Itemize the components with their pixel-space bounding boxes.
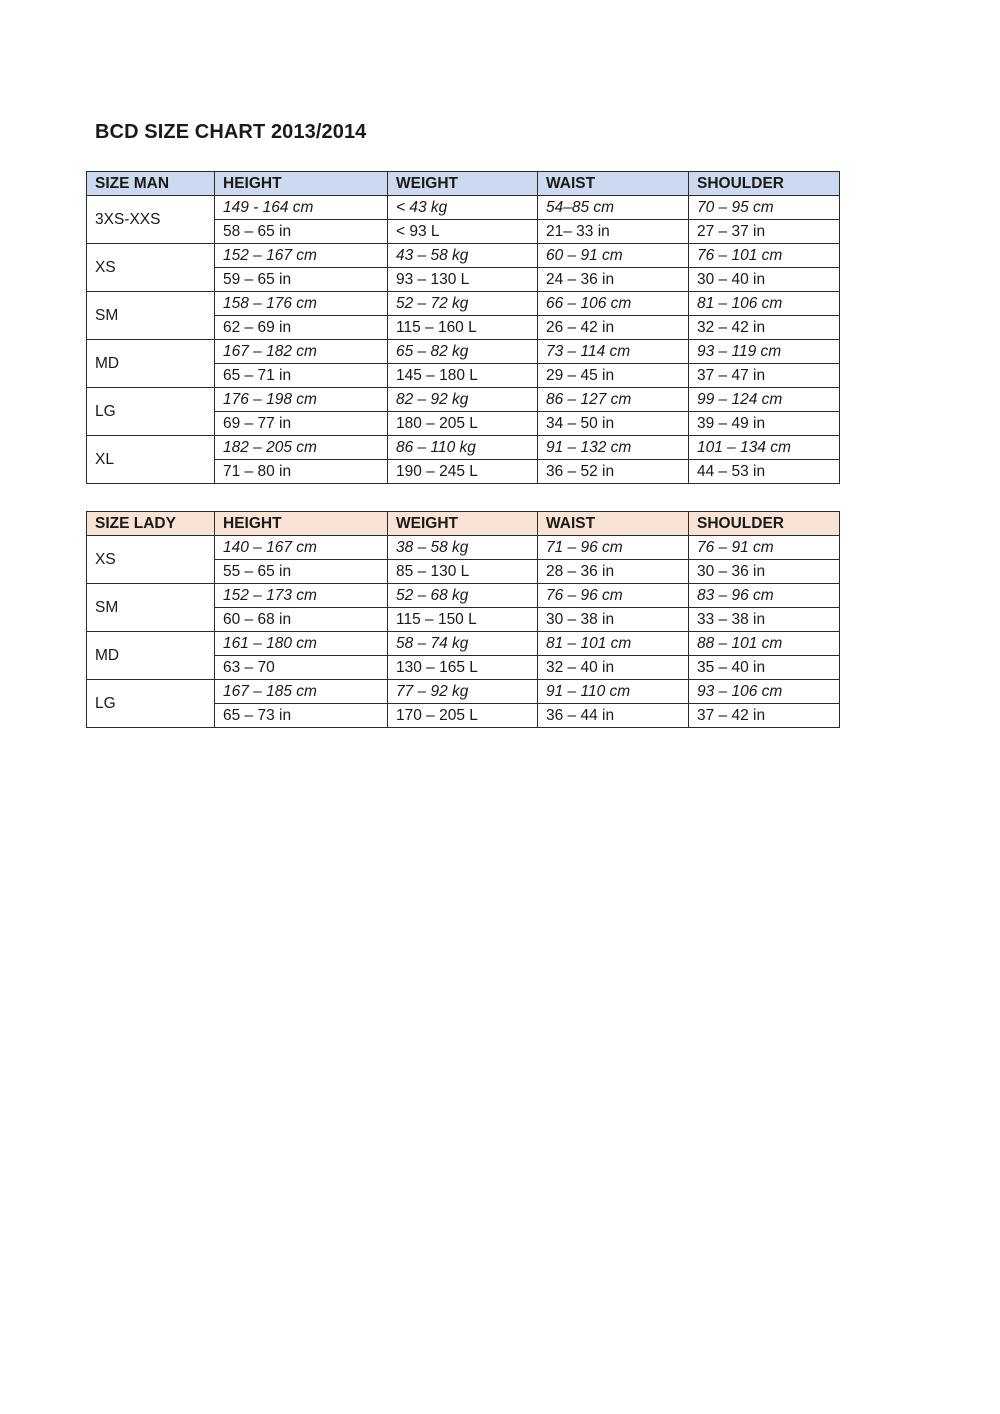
shoulder-in: 37 – 47 in — [689, 364, 840, 388]
shoulder-cm: 88 – 101 cm — [689, 632, 840, 656]
weight-kg: 77 – 92 kg — [388, 680, 538, 704]
header-weight: WEIGHT — [388, 512, 538, 536]
lady-size-table — [86, 511, 840, 728]
height-cm: 140 – 167 cm — [215, 536, 388, 560]
size-label: SM — [87, 584, 215, 632]
waist-cm: 54–85 cm — [538, 196, 689, 220]
waist-cm: 86 – 127 cm — [538, 388, 689, 412]
weight-kg: < 43 kg — [388, 196, 538, 220]
table-row — [87, 292, 840, 316]
shoulder-cm: 83 – 96 cm — [689, 584, 840, 608]
weight-kg: 52 – 68 kg — [388, 584, 538, 608]
weight-l: 130 – 165 L — [388, 656, 538, 680]
shoulder-cm: 93 – 119 cm — [689, 340, 840, 364]
waist-cm: 66 – 106 cm — [538, 292, 689, 316]
height-in: 60 – 68 in — [215, 608, 388, 632]
height-in: 55 – 65 in — [215, 560, 388, 584]
waist-in: 21– 33 in — [538, 220, 689, 244]
height-in: 58 – 65 in — [215, 220, 388, 244]
header-weight: WEIGHT — [388, 172, 538, 196]
size-label: MD — [87, 632, 215, 680]
shoulder-cm: 93 – 106 cm — [689, 680, 840, 704]
header-size-lady: SIZE LADY — [87, 512, 215, 536]
size-label: MD — [87, 340, 215, 388]
header-height: HEIGHT — [215, 512, 388, 536]
shoulder-in: 30 – 40 in — [689, 268, 840, 292]
shoulder-cm: 81 – 106 cm — [689, 292, 840, 316]
size-label: LG — [87, 680, 215, 728]
shoulder-cm: 76 – 91 cm — [689, 536, 840, 560]
man-size-table — [86, 171, 840, 484]
waist-in: 30 – 38 in — [538, 608, 689, 632]
height-cm: 167 – 185 cm — [215, 680, 388, 704]
table-row — [87, 632, 840, 656]
height-in: 63 – 70 — [215, 656, 388, 680]
header-waist: WAIST — [538, 512, 689, 536]
shoulder-in: 44 – 53 in — [689, 460, 840, 484]
waist-cm: 73 – 114 cm — [538, 340, 689, 364]
header-height: HEIGHT — [215, 172, 388, 196]
weight-l: 190 – 245 L — [388, 460, 538, 484]
weight-kg: 43 – 58 kg — [388, 244, 538, 268]
waist-in: 36 – 52 in — [538, 460, 689, 484]
waist-cm: 91 – 110 cm — [538, 680, 689, 704]
waist-in: 32 – 40 in — [538, 656, 689, 680]
waist-in: 24 – 36 in — [538, 268, 689, 292]
shoulder-in: 32 – 42 in — [689, 316, 840, 340]
shoulder-cm: 76 – 101 cm — [689, 244, 840, 268]
height-cm: 161 – 180 cm — [215, 632, 388, 656]
height-in: 59 – 65 in — [215, 268, 388, 292]
header-size-man: SIZE MAN — [87, 172, 215, 196]
table-row — [87, 584, 840, 608]
size-label: XS — [87, 536, 215, 584]
weight-kg: 82 – 92 kg — [388, 388, 538, 412]
size-label: XS — [87, 244, 215, 292]
size-label: XL — [87, 436, 215, 484]
weight-kg: 52 – 72 kg — [388, 292, 538, 316]
height-in: 71 – 80 in — [215, 460, 388, 484]
table-row — [87, 436, 840, 460]
waist-in: 26 – 42 in — [538, 316, 689, 340]
weight-l: 115 – 150 L — [388, 608, 538, 632]
height-cm: 176 – 198 cm — [215, 388, 388, 412]
weight-l: 170 – 205 L — [388, 704, 538, 728]
table-row — [87, 340, 840, 364]
waist-cm: 81 – 101 cm — [538, 632, 689, 656]
height-cm: 167 – 182 cm — [215, 340, 388, 364]
header-waist: WAIST — [538, 172, 689, 196]
waist-cm: 91 – 132 cm — [538, 436, 689, 460]
waist-in: 36 – 44 in — [538, 704, 689, 728]
size-label: SM — [87, 292, 215, 340]
weight-l: 145 – 180 L — [388, 364, 538, 388]
shoulder-in: 30 – 36 in — [689, 560, 840, 584]
size-label: 3XS-XXS — [87, 196, 215, 244]
weight-kg: 38 – 58 kg — [388, 536, 538, 560]
height-in: 69 – 77 in — [215, 412, 388, 436]
chart-title: BCD SIZE CHART 2013/2014 — [95, 121, 367, 143]
waist-cm: 71 – 96 cm — [538, 536, 689, 560]
table-row — [87, 388, 840, 412]
height-in: 65 – 71 in — [215, 364, 388, 388]
shoulder-cm: 99 – 124 cm — [689, 388, 840, 412]
weight-l: < 93 L — [388, 220, 538, 244]
waist-in: 29 – 45 in — [538, 364, 689, 388]
shoulder-in: 33 – 38 in — [689, 608, 840, 632]
table-row — [87, 196, 840, 220]
shoulder-cm: 70 – 95 cm — [689, 196, 840, 220]
header-shoulder: SHOULDER — [689, 512, 840, 536]
weight-l: 115 – 160 L — [388, 316, 538, 340]
height-cm: 158 – 176 cm — [215, 292, 388, 316]
height-cm: 149 - 164 cm — [215, 196, 388, 220]
weight-l: 180 – 205 L — [388, 412, 538, 436]
man-header-row — [87, 172, 840, 196]
size-label: LG — [87, 388, 215, 436]
shoulder-cm: 101 – 134 cm — [689, 436, 840, 460]
lady-header-row — [87, 512, 840, 536]
shoulder-in: 35 – 40 in — [689, 656, 840, 680]
height-cm: 152 – 173 cm — [215, 584, 388, 608]
waist-in: 34 – 50 in — [538, 412, 689, 436]
shoulder-in: 39 – 49 in — [689, 412, 840, 436]
waist-cm: 60 – 91 cm — [538, 244, 689, 268]
table-row — [87, 680, 840, 704]
waist-cm: 76 – 96 cm — [538, 584, 689, 608]
table-row — [87, 244, 840, 268]
shoulder-in: 37 – 42 in — [689, 704, 840, 728]
weight-l: 85 – 130 L — [388, 560, 538, 584]
weight-kg: 65 – 82 kg — [388, 340, 538, 364]
weight-kg: 86 – 110 kg — [388, 436, 538, 460]
weight-l: 93 – 130 L — [388, 268, 538, 292]
weight-kg: 58 – 74 kg — [388, 632, 538, 656]
shoulder-in: 27 – 37 in — [689, 220, 840, 244]
height-cm: 182 – 205 cm — [215, 436, 388, 460]
height-in: 65 – 73 in — [215, 704, 388, 728]
header-shoulder: SHOULDER — [689, 172, 840, 196]
height-in: 62 – 69 in — [215, 316, 388, 340]
table-row — [87, 536, 840, 560]
waist-in: 28 – 36 in — [538, 560, 689, 584]
height-cm: 152 – 167 cm — [215, 244, 388, 268]
